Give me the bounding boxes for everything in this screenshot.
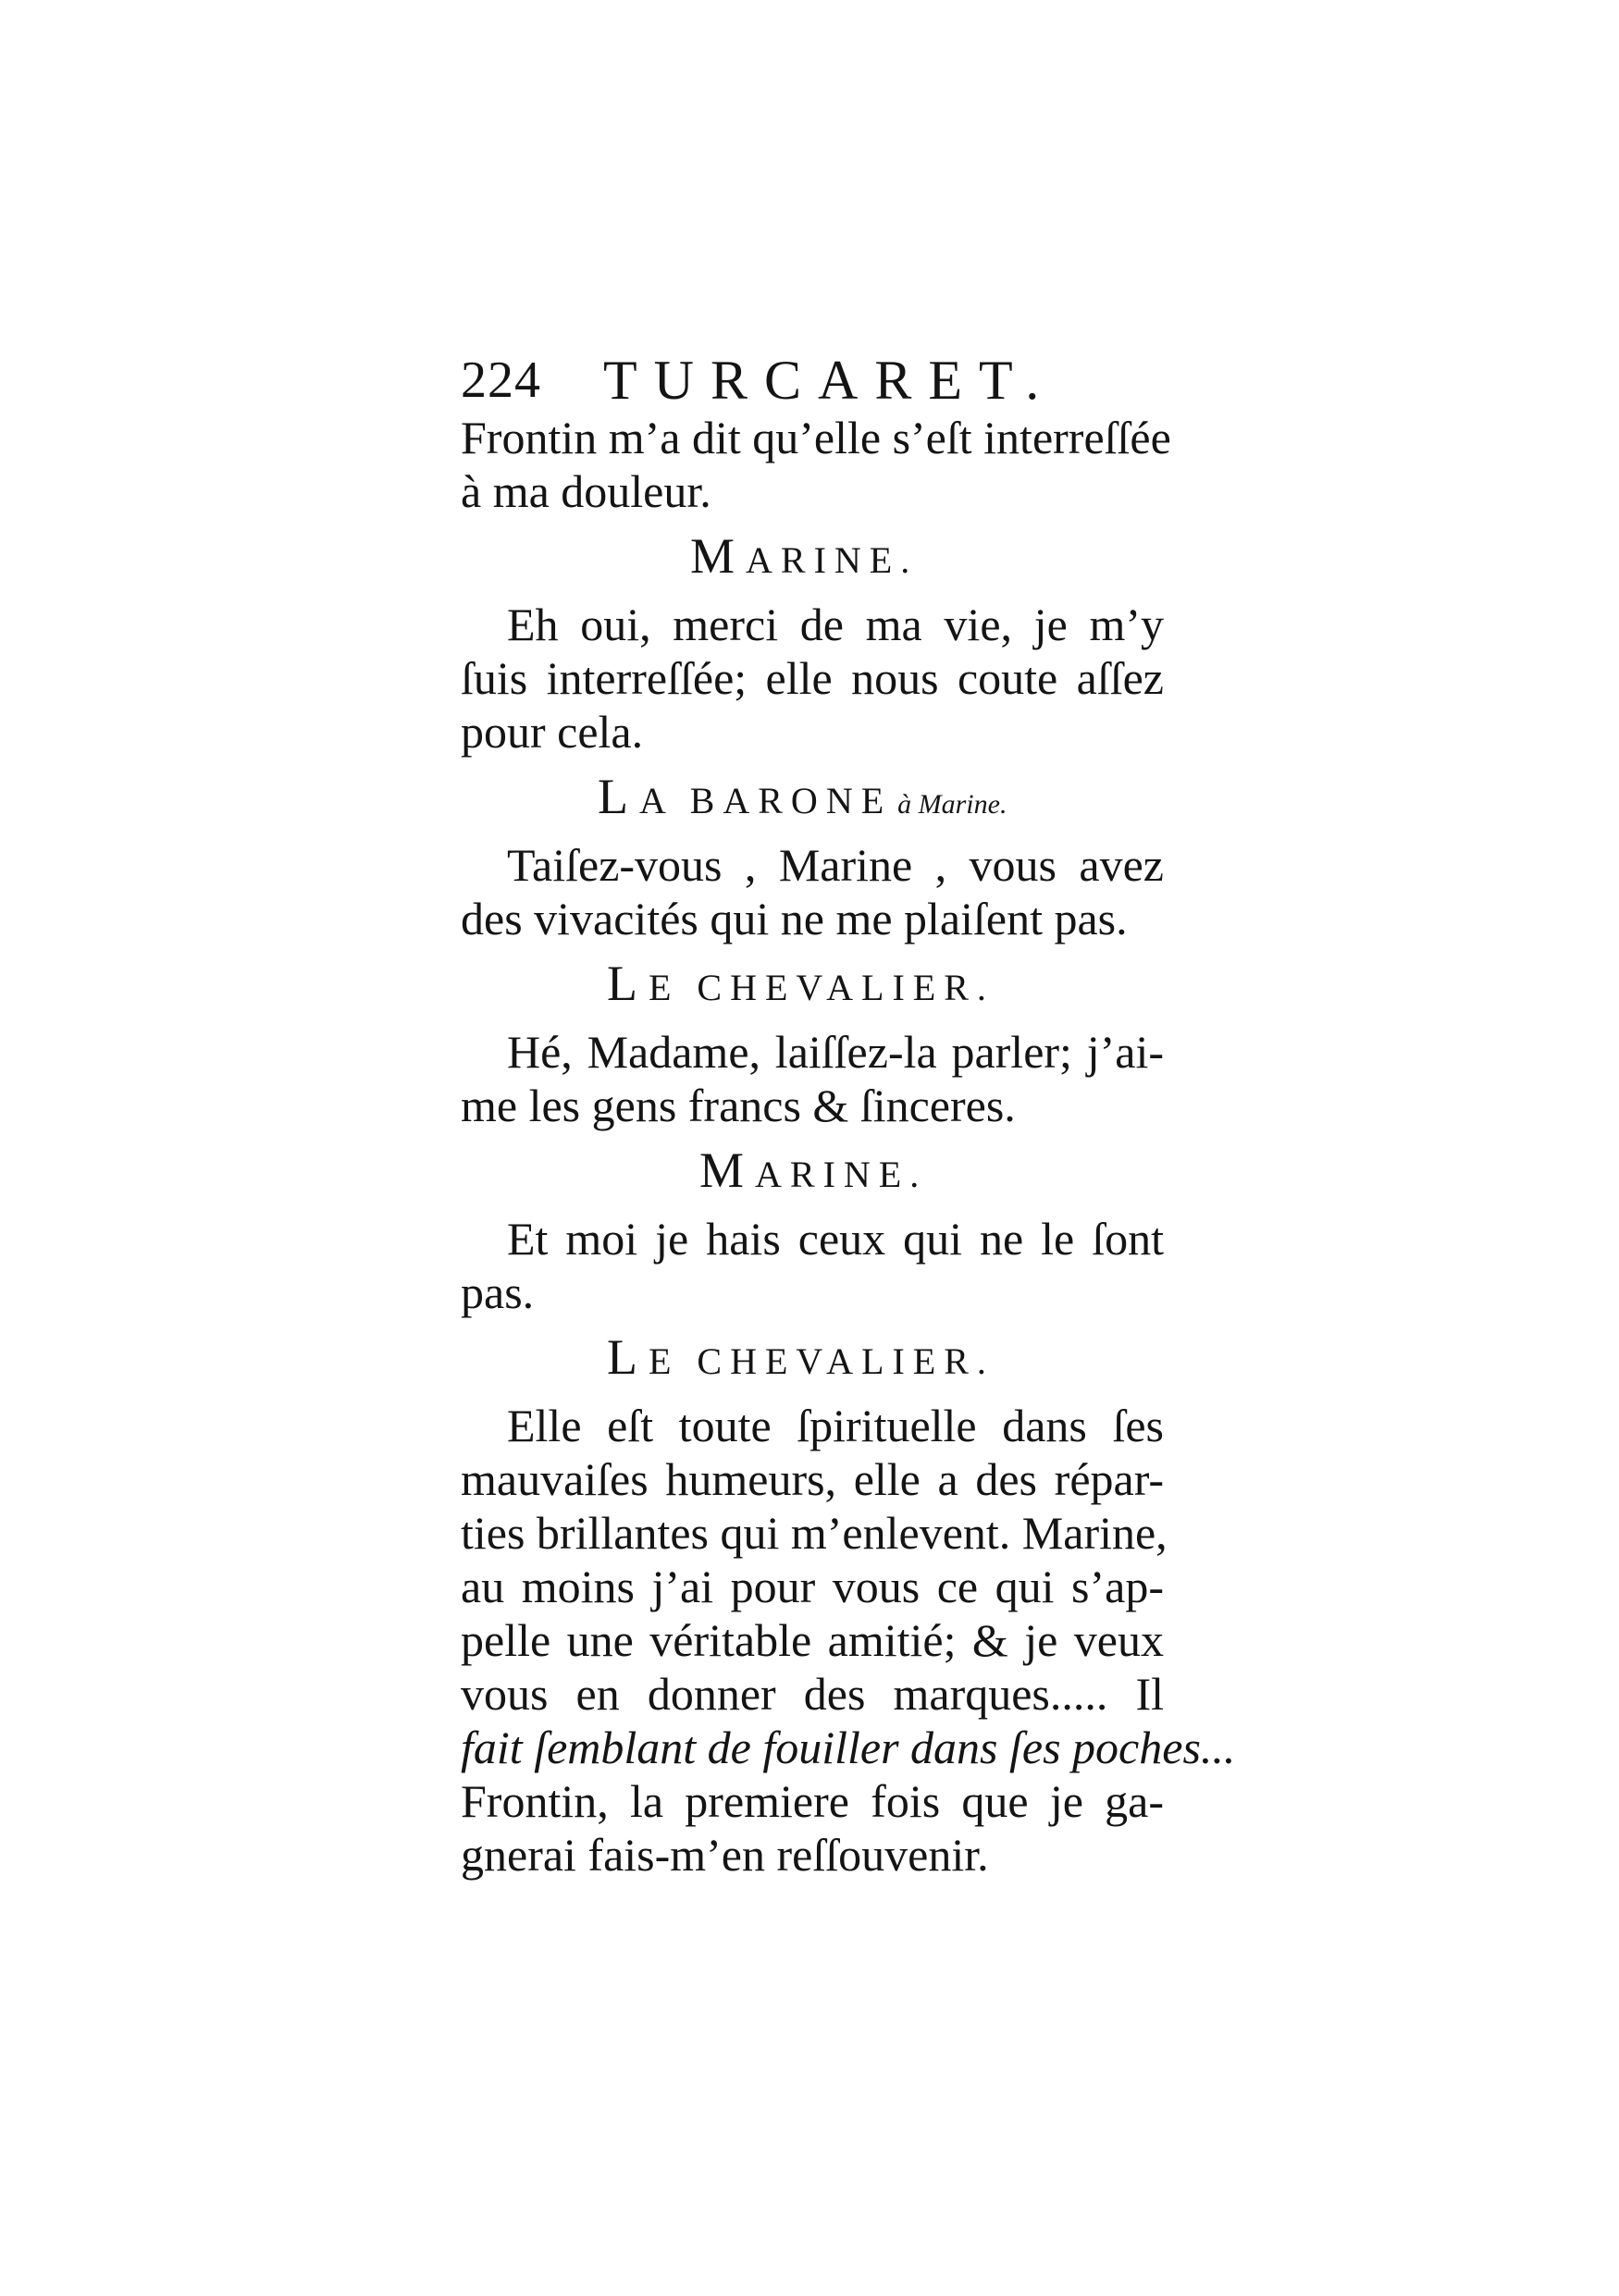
text-column	[461, 350, 1236, 1882]
speaker-name	[461, 957, 1164, 1010]
page-number: 224	[461, 352, 541, 409]
running-title: TURCARET.	[603, 350, 1057, 411]
text-line: Elle eſt toute ſpirituelle dans ſes	[507, 1400, 1164, 1451]
speech-block	[461, 598, 1164, 759]
text-line: gnerai fais-m’en reſſouvenir.	[461, 1829, 989, 1881]
speech-block	[461, 1025, 1164, 1132]
text-line: ties brillantes qui m’enlevent. Marine,	[461, 1507, 1168, 1559]
running-head	[461, 350, 1164, 411]
speaker-initial: L	[607, 956, 649, 1011]
speaker-rest: ARINE.	[755, 1154, 928, 1195]
text-line: pas.	[461, 1266, 535, 1318]
text-line: des vivacités qui ne me plaiſent pas.	[461, 893, 1128, 944]
text-line: Et moi je hais ceux qui ne le ſont	[507, 1213, 1164, 1265]
text-line: pelle une véritable amitié; & je veux	[461, 1614, 1164, 1666]
speaker-initial: M	[690, 528, 747, 584]
text-line: à ma douleur.	[461, 465, 711, 517]
speech-block	[461, 1399, 1236, 1882]
speech-block	[461, 838, 1164, 945]
speaker-rest: E CHEVALIER.	[649, 1340, 995, 1382]
text-line: pour cela.	[461, 706, 644, 758]
speech-block	[461, 411, 1171, 518]
text-line: Frontin, la premiere fois que je ga-	[461, 1775, 1164, 1827]
text-line: me les gens francs & ſinceres.	[461, 1080, 1016, 1131]
text-line: au moins j’ai pour vous ce qui s’ap-	[461, 1561, 1164, 1612]
text-line: mauvaiſes humeurs, elle a des répar-	[461, 1453, 1164, 1505]
speaker-name	[461, 770, 1164, 823]
speaker-name	[461, 1330, 1164, 1384]
text-line: Taiſez-vous , Marine , vous avez	[507, 839, 1164, 891]
stage-direction-line: fait ſemblant de fouiller dans ſes poches...	[461, 1722, 1236, 1773]
speaker-name	[461, 1143, 1164, 1197]
speaker-initial: L	[598, 769, 639, 824]
text-line: Eh oui, merci de ma vie, je m’y	[507, 599, 1164, 650]
speaker-initial: L	[607, 1329, 649, 1385]
speaker-rest: A BARONE	[639, 780, 893, 821]
speech-block	[461, 1212, 1164, 1319]
speaker-rest: ARINE.	[746, 539, 919, 581]
text-line: Frontin m’a dit qu’elle s’eſt interreſſée	[461, 412, 1171, 463]
speaker-name	[461, 529, 1164, 583]
text-line: ſuis interreſſée; elle nous coute aſſez	[461, 652, 1164, 704]
speaker-initial: M	[699, 1142, 756, 1198]
text-line: vous en donner des marques..... Il	[461, 1668, 1164, 1720]
speaker-rest: E CHEVALIER.	[649, 967, 995, 1008]
stage-direction: à Marine.	[897, 789, 1007, 820]
text-line: Hé, Madame, laiſſez-la parler; j’ai-	[507, 1026, 1164, 1078]
